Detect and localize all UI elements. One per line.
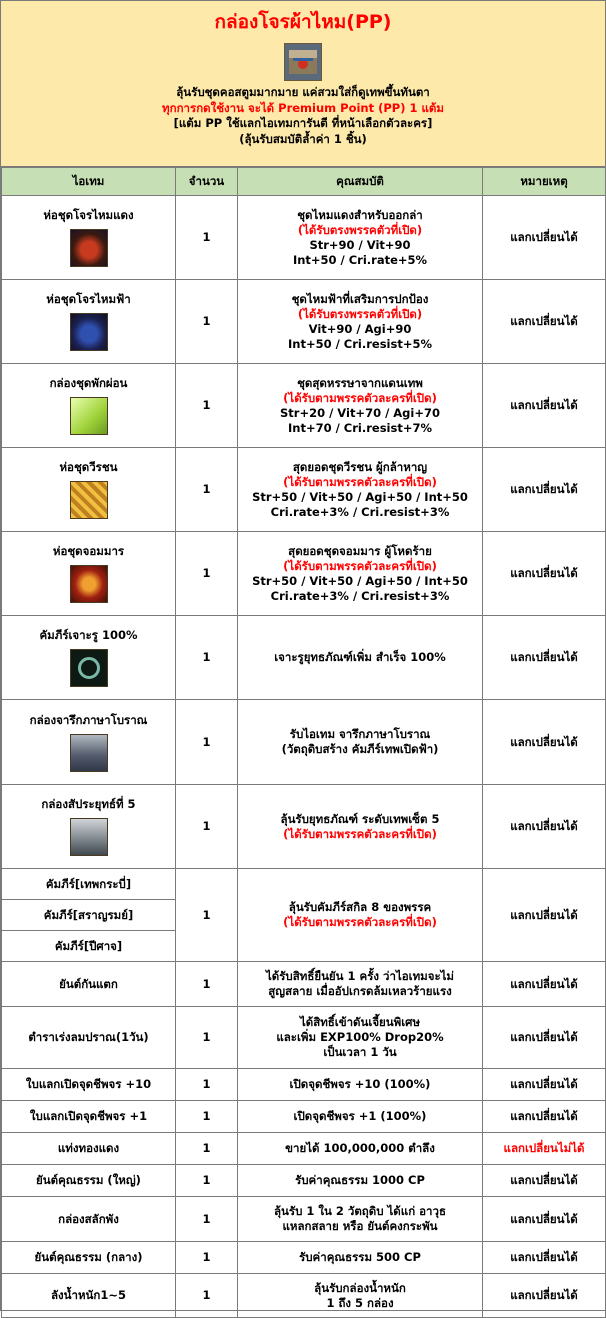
demon-pack-icon [70, 565, 108, 603]
header-line-4: (ลุ้นรับสมบัติล้ำค่า 1 ชิ้น) [239, 131, 367, 146]
table-row [2, 785, 606, 869]
prop-line: ได้รับสิทธิ์ยืนยัน 1 ครั้ง ว่าไอเทมจะไม่ [265, 969, 455, 983]
col-header-item: ไอเทม [2, 168, 176, 196]
qty-cell: 1 [176, 1165, 238, 1197]
item-name: ห่อชุดวีรชน [59, 460, 118, 474]
prop-line: แหลกสลาย หรือ ยันต์คงกระพัน [282, 1219, 438, 1233]
header-line-1: ลุ้นรับชุดคอสตูมมากมาย แค่สวมใส่ก็ดูเทพขึ้นทันตา [176, 85, 430, 99]
item-cell [2, 616, 176, 700]
note-cell: แลกเปลี่ยนได้ [483, 280, 606, 364]
prop-line: Str+20 / Vit+70 / Agi+70 [280, 405, 440, 420]
props-cell [238, 280, 483, 364]
qty-cell: 1 [176, 616, 238, 700]
qty-cell: 1 [176, 1101, 238, 1133]
props-cell [238, 1007, 483, 1069]
item-name: กล่องสลักพัง [2, 1197, 176, 1242]
props-cell: รับค่าคุณธรรม 500 CP [238, 1242, 483, 1274]
table-row [2, 1007, 606, 1069]
prop-line: Int+50 / Cri.rate+5% [292, 252, 428, 267]
item-cell [2, 700, 176, 785]
table-row [2, 962, 606, 1007]
prop-line: (วัตถุดิบสร้าง คัมภีร์เทพเปิดฟ้า) [281, 742, 439, 756]
silk-box-icon [284, 43, 322, 81]
table-row [2, 448, 606, 532]
item-name: คัมภีร์[ปีศาจ] [2, 931, 176, 962]
item-name: ห่อชุดจอมมาร [52, 544, 125, 558]
prop-line: ชุดไหมฟ้าที่เสริมการปกป้อง [291, 291, 429, 306]
table-row [2, 1101, 606, 1133]
table-row [2, 1197, 606, 1242]
item-name: ใบแลกเปิดจุดชีพจร +1 [2, 1101, 176, 1133]
item-name: ยันต์คุณธรรม (กลาง) [2, 1242, 176, 1274]
note-cell: แลกเปลี่ยนได้ [483, 364, 606, 448]
item-name: ห่อชุดโจรไหมฟ้า [46, 292, 131, 306]
props-cell [238, 364, 483, 448]
note-cell: แลกเปลี่ยนได้ [483, 700, 606, 785]
props-cell [238, 700, 483, 785]
note-cell: แลกเปลี่ยนได้ [483, 785, 606, 869]
page-title: กล่องโจรผ้าไหม(PP) [214, 11, 392, 33]
props-cell: ขายได้ 100,000,000 ตำลึง [238, 1133, 483, 1165]
hero-pack-icon [70, 481, 108, 519]
item-name: ห่อชุดโจรไหมแดง [43, 208, 134, 222]
prop-line: Str+50 / Vit+50 / Agi+50 / Int+50 [252, 489, 468, 504]
gift-box-icon [70, 397, 108, 435]
prop-note: (ได้รับตามพรรคตัวละครที่เปิด) [283, 915, 437, 929]
prop-line: Cri.rate+3% / Cri.resist+3% [270, 588, 450, 603]
note-cell: แลกเปลี่ยนได้ [483, 1069, 606, 1101]
table-row [2, 1069, 606, 1101]
table-row [2, 1165, 606, 1197]
qty-cell: 1 [176, 1242, 238, 1274]
prop-note: (ได้รับตามพรรคตัวละครที่เปิด) [283, 826, 437, 841]
prop-note: (ได้รับตรงพรรคตัวที่เปิด) [297, 306, 423, 321]
table-row [2, 869, 606, 900]
weapon-box-icon [70, 818, 108, 856]
props-cell [238, 448, 483, 532]
props-cell: รับค่าคุณธรรม 1000 CP [238, 1165, 483, 1197]
note-cell: แลกเปลี่ยนได้ [483, 532, 606, 616]
table-row [2, 616, 606, 700]
note-cell: แลกเปลี่ยนได้ [483, 196, 606, 280]
socket-scroll-icon [70, 649, 108, 687]
qty-cell: 1 [176, 700, 238, 785]
item-name: ตำราเร่งลมปราณ(1วัน) [2, 1007, 176, 1069]
table-row [2, 196, 606, 280]
item-name: กล่องชุดพักผ่อน [49, 376, 128, 390]
prop-note: (ได้รับตรงพรรคตัวที่เปิด) [297, 222, 423, 237]
header-panel [1, 1, 605, 167]
item-cell [2, 532, 176, 616]
prop-line: ลุ้นรับยุทธภัณฑ์ ระดับเทพเซ็ต 5 [280, 811, 440, 826]
prop-line: สูญสลาย เมื่ออัปเกรดล้มเหลวร้ายแรง [268, 984, 452, 998]
qty-cell: 1 [176, 364, 238, 448]
table-header-row [2, 168, 606, 196]
qty-cell: 1 [176, 532, 238, 616]
ancient-chest-icon [70, 734, 108, 772]
qty-cell: 1 [176, 1069, 238, 1101]
prop-line: 1 ถึง 5 กล่อง [326, 1295, 394, 1310]
note-cell: แลกเปลี่ยนได้ [483, 448, 606, 532]
note-cell: แลกเปลี่ยนได้ [483, 1274, 606, 1318]
props-cell [238, 785, 483, 869]
item-cell [2, 364, 176, 448]
item-name: ใบแลกเปิดจุดชีพจร +10 [2, 1069, 176, 1101]
table-row [2, 1242, 606, 1274]
qty-cell: 1 [176, 1274, 238, 1318]
qty-cell: 1 [176, 869, 238, 962]
note-cell: แลกเปลี่ยนได้ [483, 1101, 606, 1133]
qty-cell: 1 [176, 785, 238, 869]
props-cell [238, 869, 483, 962]
qty-cell: 1 [176, 1197, 238, 1242]
item-name: ยันต์คุณธรรม (ใหญ่) [2, 1165, 176, 1197]
prop-line: ลุ้นรับคัมภีร์สกิล 8 ของพรรค [288, 900, 432, 914]
prop-line: เป็นเวลา 1 วัน [323, 1045, 397, 1059]
item-name: คัมภีร์[สราญรมย์] [2, 900, 176, 931]
prop-line: ได้สิทธิ์เข้าดันเจี้ยนพิเศษ [299, 1015, 421, 1029]
item-name: คัมภีร์[เทพกระบี่] [2, 869, 176, 900]
note-cell: แลกเปลี่ยนได้ [483, 616, 606, 700]
prop-line: ลุ้นรับ 1 ใน 2 วัตถุดิบ ได้แก่ อาวุธ [273, 1204, 446, 1218]
qty-cell: 1 [176, 448, 238, 532]
note-cell: แลกเปลี่ยนได้ [483, 1165, 606, 1197]
note-cell: แลกเปลี่ยนได้ [483, 962, 606, 1007]
prop-line: และเพิ่ม EXP100% Drop20% [276, 1030, 444, 1044]
item-name: กล่องจารึกภาษาโบราณ [29, 712, 148, 727]
prop-line: รับไอเทม จารึกภาษาโบราณ [289, 727, 431, 741]
prop-line: Cri.rate+3% / Cri.resist+3% [270, 504, 450, 519]
note-cell: แลกเปลี่ยนได้ [483, 869, 606, 962]
table-row [2, 364, 606, 448]
table-row [2, 700, 606, 785]
item-cell [2, 196, 176, 280]
note-cell: แลกเปลี่ยนได้ [483, 1007, 606, 1069]
col-header-properties: คุณสมบัติ [238, 168, 483, 196]
col-header-note: หมายเหตุ [483, 168, 606, 196]
prop-line: ชุดไหมแดงสำหรับออกล่า [297, 207, 423, 222]
prop-line: Int+50 / Cri.resist+5% [288, 336, 432, 351]
prop-line: สุดยอดชุดจอมมาร ผู้โหดร้าย [288, 543, 432, 558]
item-cell [2, 280, 176, 364]
prop-line: Str+50 / Vit+50 / Agi+50 / Int+50 [252, 573, 468, 588]
props-cell [238, 1197, 483, 1242]
props-cell: เปิดจุดชีพจร +1 (100%) [238, 1101, 483, 1133]
item-name: กล่องสัประยุทธ์ที่ 5 [41, 797, 136, 811]
qty-cell: 1 [176, 1007, 238, 1069]
qty-cell: 1 [176, 280, 238, 364]
table-row [2, 1133, 606, 1165]
header-line-3: [แต้ม PP ใช้แลกไอเทมการันตี ที่หน้าเลือกตัวละคร] [173, 116, 433, 130]
red-silk-outfit-icon [70, 229, 108, 267]
props-cell: เจาะรูยุทธภัณฑ์เพิ่ม สำเร็จ 100% [238, 616, 483, 700]
qty-cell: 1 [176, 962, 238, 1007]
item-name: คัมภีร์เจาะรู 100% [39, 628, 138, 642]
item-name: ยันต์กันแตก [2, 962, 176, 1007]
note-cell: แลกเปลี่ยนได้ [483, 1242, 606, 1274]
props-cell [238, 532, 483, 616]
item-cell [2, 785, 176, 869]
prop-line: Int+70 / Cri.resist+7% [288, 420, 432, 435]
item-cell [2, 448, 176, 532]
blue-silk-outfit-icon [70, 313, 108, 351]
table-row [2, 532, 606, 616]
prop-line: Vit+90 / Agi+90 [308, 321, 412, 336]
qty-cell: 1 [176, 196, 238, 280]
note-cell-not-tradable: แลกเปลี่ยนไม่ได้ [483, 1133, 606, 1165]
qty-cell: 1 [176, 1133, 238, 1165]
props-cell [238, 962, 483, 1007]
header-line-2: ทุกการกดใช้งาน จะได้ Premium Point (PP) 1 แต้ม [162, 100, 444, 115]
prop-line: สุดยอดชุดวีรชน ผู้กล้าหาญ [292, 459, 428, 474]
item-name: ลังน้ำหนัก1~5 [2, 1274, 176, 1318]
props-cell [238, 196, 483, 280]
prop-note: (ได้รับตามพรรคตัวละครที่เปิด) [283, 474, 437, 489]
prop-note: (ได้รับตามพรรคตัวละครที่เปิด) [283, 558, 437, 573]
prop-note: (ได้รับตามพรรคตัวละครที่เปิด) [283, 390, 437, 405]
items-table [1, 167, 606, 1318]
table-row [2, 280, 606, 364]
prop-line: Str+90 / Vit+90 [309, 237, 411, 252]
item-name: แท่งทองแดง [2, 1133, 176, 1165]
prop-line: ชุดสุดหรรษาจากแดนเทพ [297, 375, 423, 390]
note-cell: แลกเปลี่ยนได้ [483, 1197, 606, 1242]
col-header-qty: จำนวน [176, 168, 238, 196]
props-cell: เปิดจุดชีพจร +10 (100%) [238, 1069, 483, 1101]
prop-line: ลุ้นรับกล่องน้ำหนัก [314, 1280, 406, 1295]
